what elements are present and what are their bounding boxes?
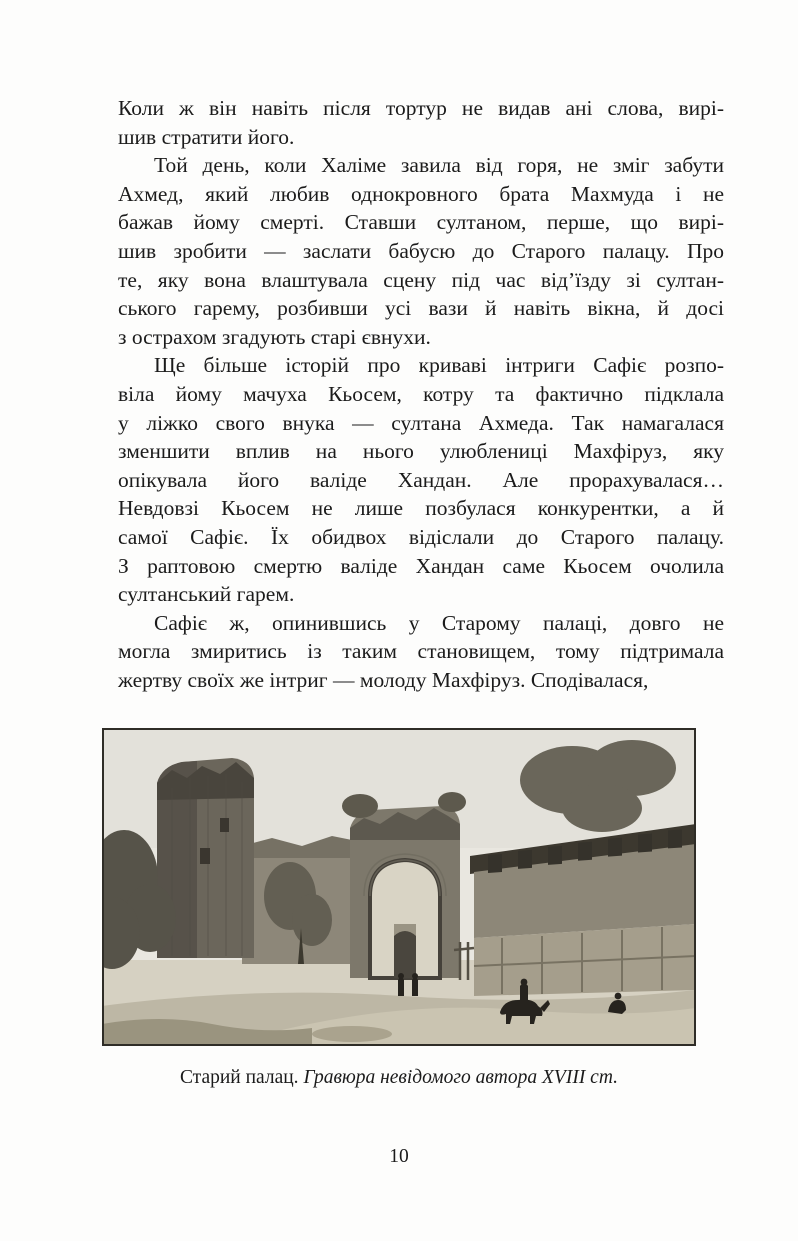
text-line: Ще більше історій про криваві інтриги Сафіє розпо-: [154, 353, 724, 378]
text-line: шив зробити — заслати бабусю до Старого палацу. Про: [118, 238, 724, 263]
page-number: 10: [389, 1146, 409, 1168]
text-line: опікувала його валіде Хандан. Але прорахувалася…: [118, 467, 724, 492]
text-line: ського гарему, розбивши усі вази й навіть вікна, й досі: [118, 296, 724, 321]
text-line: Сафіє ж, опинившись у Старому палаці, довго не: [154, 610, 724, 635]
text-line: З раптовою смертю валіде Хандан саме Кьосем очолила: [118, 553, 724, 578]
text-line: жертву своїх же інтриг — молоду Махфіруз. Сподівалася,: [118, 667, 649, 692]
caption-credit: Гравюра невідомого автора XVIII ст.: [303, 1067, 619, 1089]
text-line: у ліжко свого внука — султана Ахмеда. Так намагалася: [118, 410, 724, 435]
text-line: шив стратити його.: [118, 124, 295, 149]
paragraph: [118, 94, 724, 151]
text-line: Ахмед, який любив однокровного брата Махмуда і не: [118, 181, 724, 206]
palace-engraving-image: [102, 728, 696, 1046]
text-line: зменшити вплив на нього улюблениці Махфіруз, яку: [118, 439, 724, 464]
figure-caption: [0, 1066, 798, 1090]
caption-title: Старий палац.: [179, 1067, 304, 1089]
text-line: Коли ж він навіть після тортур не видав ані слова, вирі-: [118, 96, 724, 120]
text-line: султанський гарем.: [118, 582, 295, 607]
paragraph: [118, 609, 724, 695]
text-block: [118, 94, 724, 694]
text-line: Невдовзі Кьосем не лише позбулася конкурентки, а й: [118, 496, 724, 521]
text-line: з острахом згадують старі євнухи.: [118, 324, 431, 349]
paragraph: [118, 151, 724, 351]
text-line: те, яку вона влаштувала сцену під час від’їзду зі султан-: [118, 267, 724, 292]
figure: [102, 728, 696, 1046]
text-line: Той день, коли Халіме завила від горя, не зміг забути: [154, 153, 724, 178]
paragraph: [118, 351, 724, 608]
text-line: могла змиритись із таким становищем, тому підтримала: [118, 639, 724, 664]
text-line: віла йому мачуха Кьосем, котру та фактично підклала: [118, 381, 724, 406]
text-line: самої Сафіє. Їх обидвох відіслали до Старого палацу.: [118, 524, 724, 549]
text-line: бажав йому смерті. Ставши султаном, перше, що вирі-: [118, 210, 724, 235]
